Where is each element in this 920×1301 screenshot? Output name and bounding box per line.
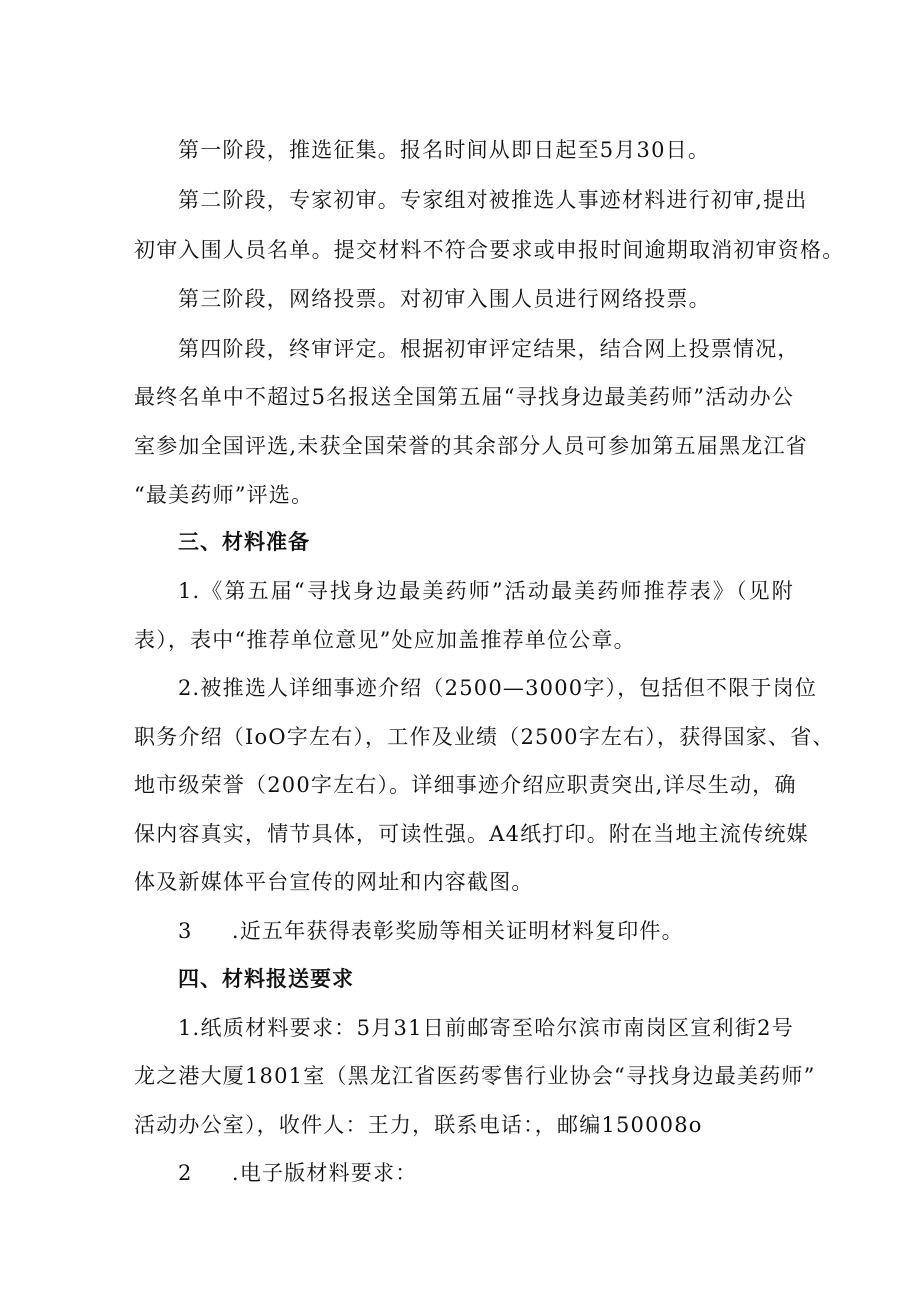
paragraph-item-2-line-4: 保内容真实，情节具体，可读性强。A4纸打印。附在当地主流传统媒 — [134, 822, 809, 846]
paragraph-stage-four-line-3: 室参加全国评选,未获全国荣誉的其余部分人员可参加第五届黑龙江省 — [134, 434, 808, 458]
paragraph-stage-four-line-1: 第四阶段，终审评定。根据初审评定结果，结合网上投票情况， — [178, 337, 800, 361]
paragraph-item-2-line-1: 2.被推选人详细事迹介绍（2500—3000字），包括但不限于岗位 — [178, 676, 818, 700]
paragraph-item-1-line-1: 1.《第五届“寻找身边最美药师”活动最美药师推荐表》（见附 — [178, 579, 794, 603]
paragraph-stage-two-line-2: 初审入围人员名单。提交材料不符合要求或申报时间逾期取消初审资格。 — [134, 238, 845, 262]
paragraph-stage-three: 第三阶段，网络投票。对初审入围人员进行网络投票。 — [178, 287, 711, 311]
paragraph-item-3: 3 .近五年获得表彰奖励等相关证明材料复印件。 — [178, 919, 684, 943]
paragraph-item-1-line-2: 表），表中“推荐单位意见”处应加盖推荐单位公章。 — [134, 628, 636, 652]
paragraph-item-2-line-2: 职务介绍（IoO字左右），工作及业绩（2500字左右），获得国家、省、 — [134, 725, 835, 749]
paragraph-paper-line-2: 龙之港大厦1801室（黑龙江省医药零售行业协会“寻找身边最美药师” — [134, 1064, 816, 1088]
paragraph-stage-two-line-1: 第二阶段，专家初审。专家组对被推选人事迹材料进行初审,提出 — [178, 188, 808, 212]
paragraph-stage-four-line-4: “最美药师”评选。 — [134, 483, 314, 507]
section-heading-materials: 三、材料准备 — [178, 530, 310, 554]
paragraph-paper-line-3: 活动办公室），收件人：王力，联系电话：，邮编150008o — [134, 1113, 703, 1137]
paragraph-item-2-line-3: 地市级荣誉（200字左右）。详细事迹介绍应职责突出,详尽生动，确 — [134, 773, 797, 797]
paragraph-electronic: 2 .电子版材料要求： — [178, 1161, 418, 1185]
paragraph-paper-line-1: 1.纸质材料要求：5月31日前邮寄至哈尔滨市南岗区宣利街2号 — [178, 1016, 794, 1040]
paragraph-stage-four-line-2: 最终名单中不超过5名报送全国第五届“寻找身边最美药师”活动办公 — [134, 385, 795, 409]
paragraph-item-2-line-5: 体及新媒体平台宣传的网址和内容截图。 — [134, 870, 534, 894]
paragraph-stage-one: 第一阶段，推选征集。报名时间从即日起至5月30日。 — [178, 138, 711, 162]
section-heading-submission: 四、材料报送要求 — [178, 967, 354, 991]
